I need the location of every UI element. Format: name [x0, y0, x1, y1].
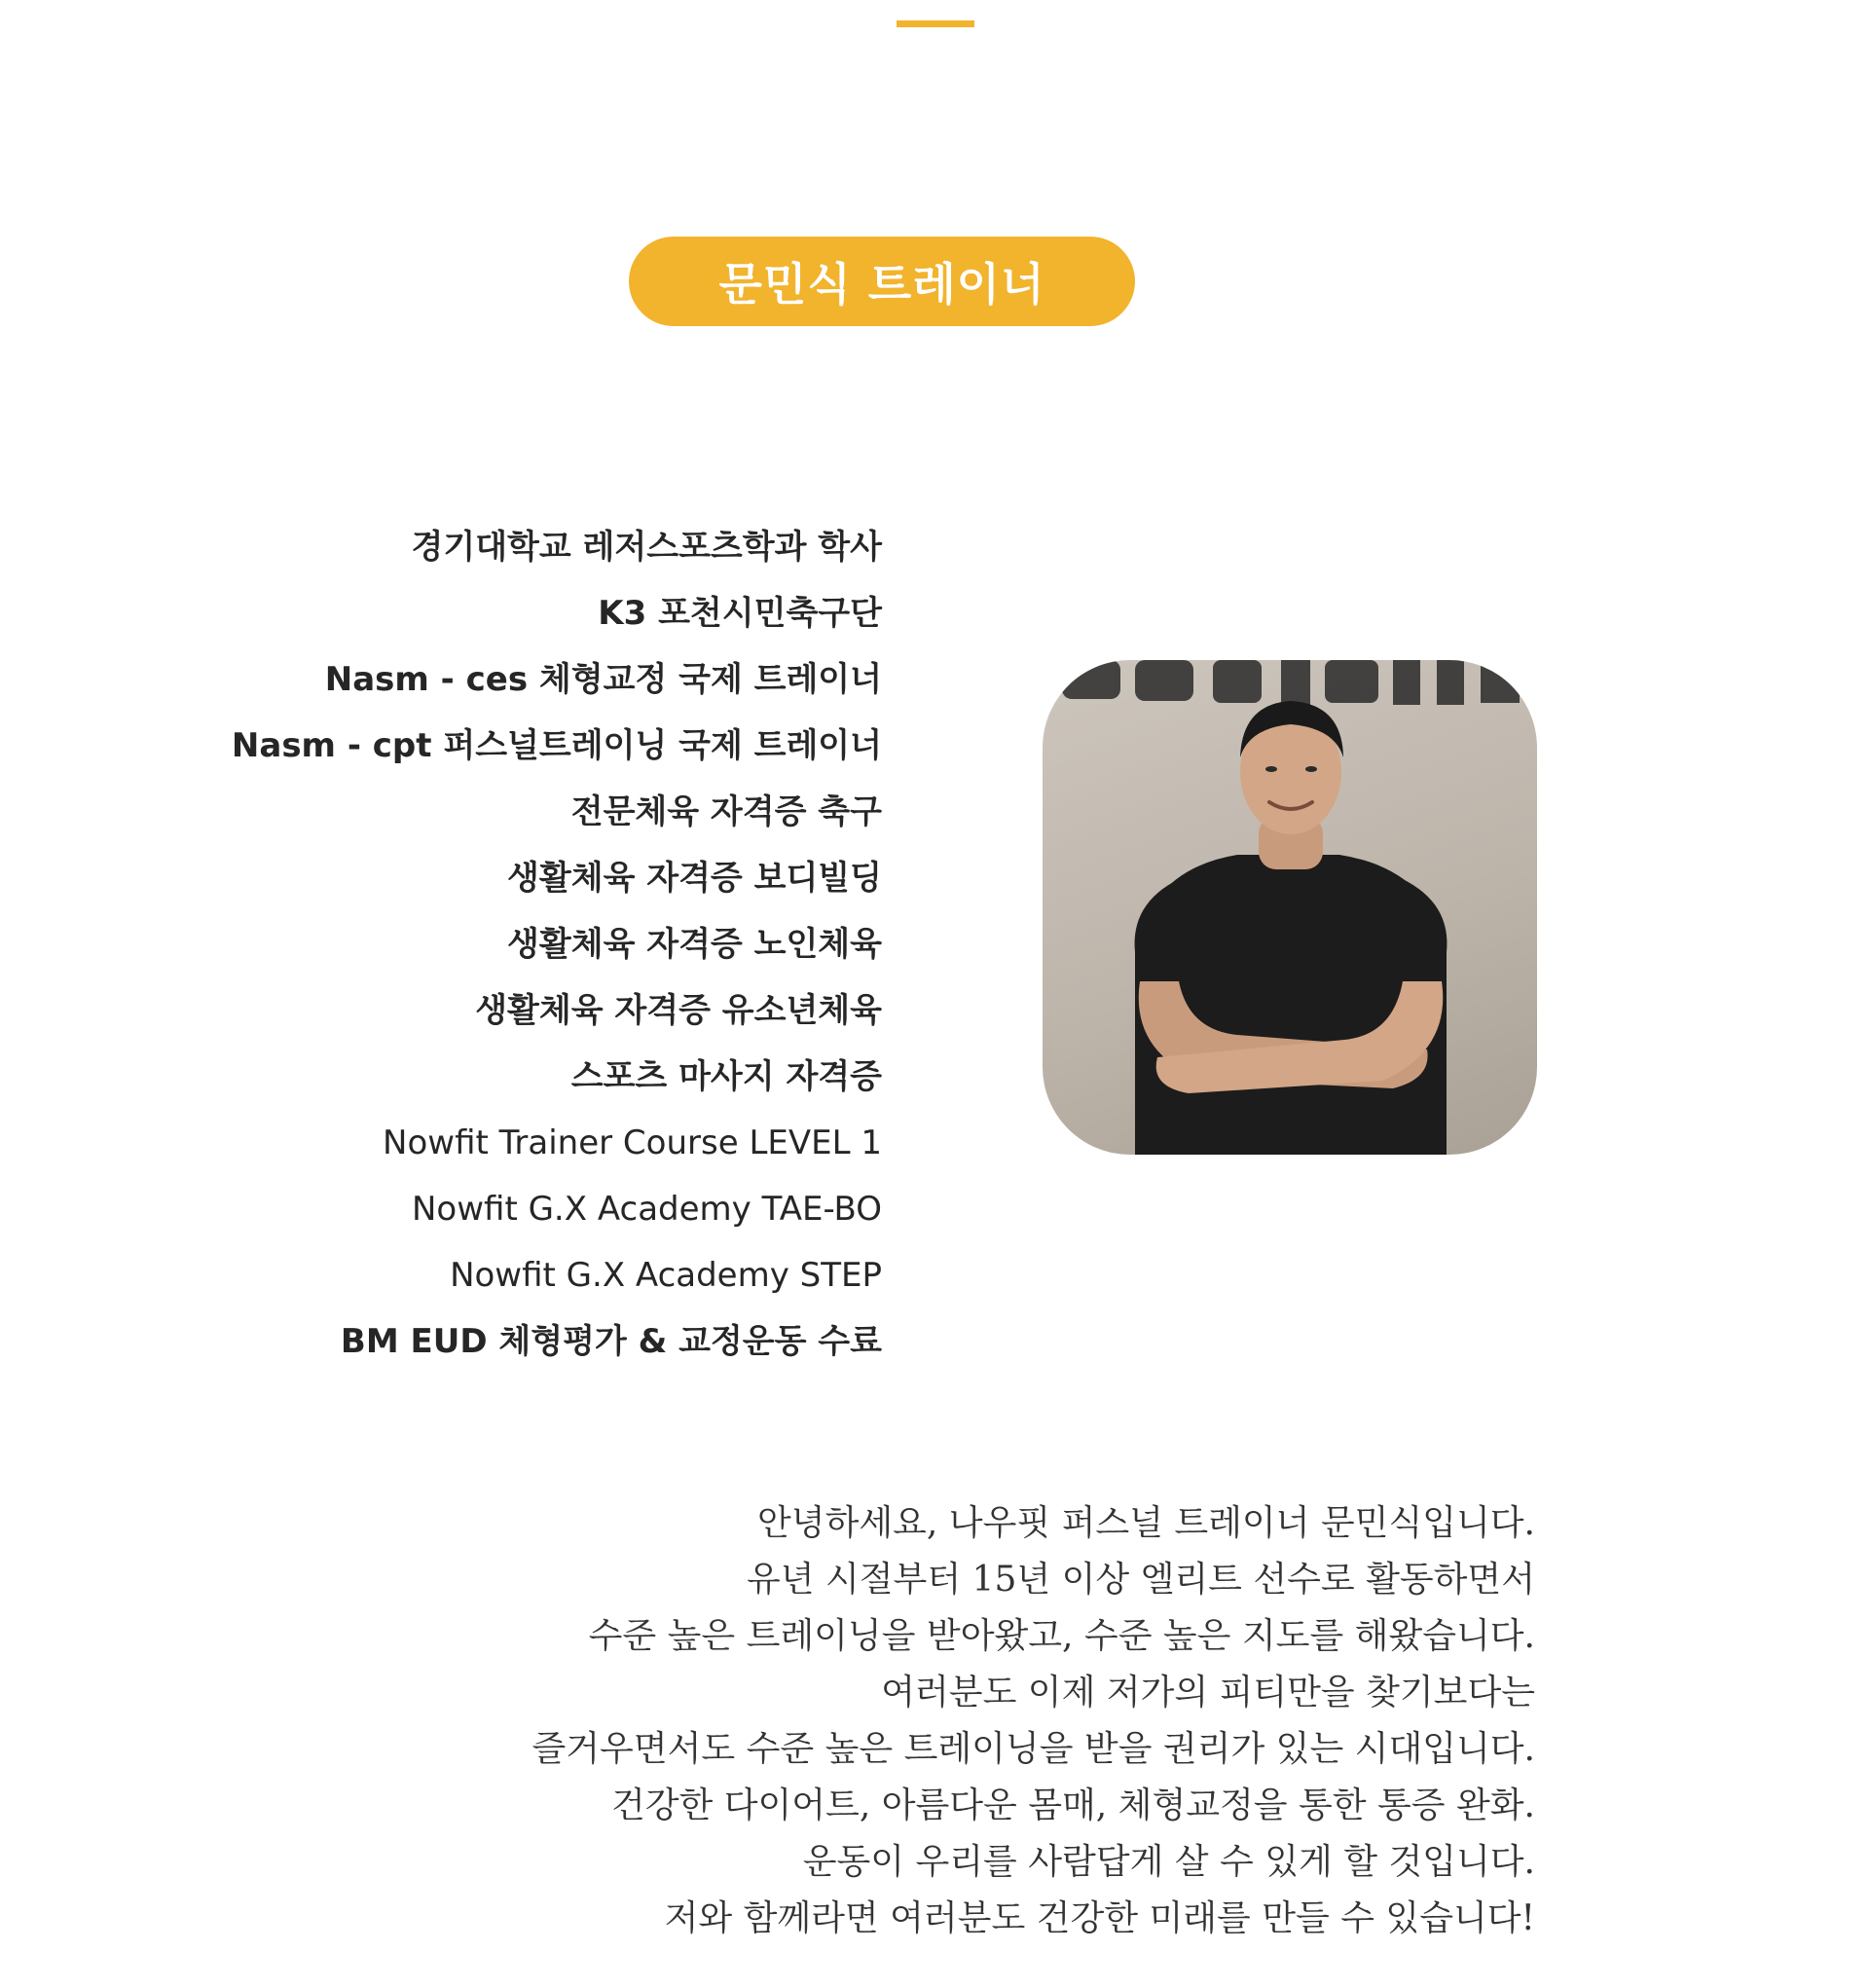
- trainer-photo: [1043, 660, 1537, 1155]
- trainer-introduction: [532, 1495, 1536, 1947]
- credential-item: Nowfit Trainer Course LEVEL 1: [383, 1123, 882, 1162]
- credential-item: 생활체육 자격증 유소년체육: [475, 991, 882, 1030]
- credential-item: K3 포천시민축구단: [598, 594, 882, 633]
- credential-item: 생활체육 자격증 보디빌딩: [507, 859, 882, 898]
- top-accent-bar: [897, 20, 974, 27]
- credential-item: Nowfit G.X Academy STEP: [450, 1256, 882, 1295]
- trainer-portrait-illustration: [1043, 660, 1537, 1155]
- credential-item: BM EUD 체형평가 & 교정운동 수료: [340, 1322, 882, 1361]
- intro-line: 운동이 우리를 사람답게 살 수 있게 할 것입니다.: [802, 1842, 1535, 1882]
- credential-item: 생활체육 자격증 노인체육: [507, 925, 882, 964]
- intro-line: 즐거우면서도 수준 높은 트레이닝을 받을 권리가 있는 시대입니다.: [531, 1729, 1535, 1769]
- credential-item: 전문체육 자격증 축구: [570, 792, 882, 831]
- credential-item: Nowfit G.X Academy TAE-BO: [411, 1190, 882, 1229]
- intro-line: 유년 시절부터 15년 이상 엘리트 선수로 활동하면서: [747, 1560, 1535, 1600]
- intro-line: 저와 함께라면 여러분도 건강한 미래를 만들 수 있습니다!: [664, 1898, 1535, 1938]
- credentials-list: [232, 514, 882, 1375]
- credential-item: 경기대학교 레저스포츠학과 학사: [411, 528, 882, 567]
- trainer-name-badge: [629, 237, 1135, 326]
- credential-item: 스포츠 마사지 자격증: [570, 1057, 882, 1096]
- intro-line: 수준 높은 트레이닝을 받아왔고, 수준 높은 지도를 해왔습니다.: [588, 1616, 1535, 1656]
- trainer-name: 문민식 트레이너: [718, 258, 1045, 311]
- credential-item: Nasm - ces 체형교정 국제 트레이너: [324, 660, 882, 699]
- credential-item: Nasm - cpt 퍼스널트레이닝 국제 트레이너: [231, 726, 882, 765]
- intro-line: 안녕하세요, 나우핏 퍼스널 트레이너 문민식입니다.: [757, 1503, 1535, 1543]
- intro-line: 건강한 다이어트, 아름다운 몸매, 체형교정을 통한 통증 완화.: [610, 1786, 1535, 1825]
- intro-line: 여러분도 이제 저가의 피티만을 찾기보다는: [881, 1673, 1535, 1712]
